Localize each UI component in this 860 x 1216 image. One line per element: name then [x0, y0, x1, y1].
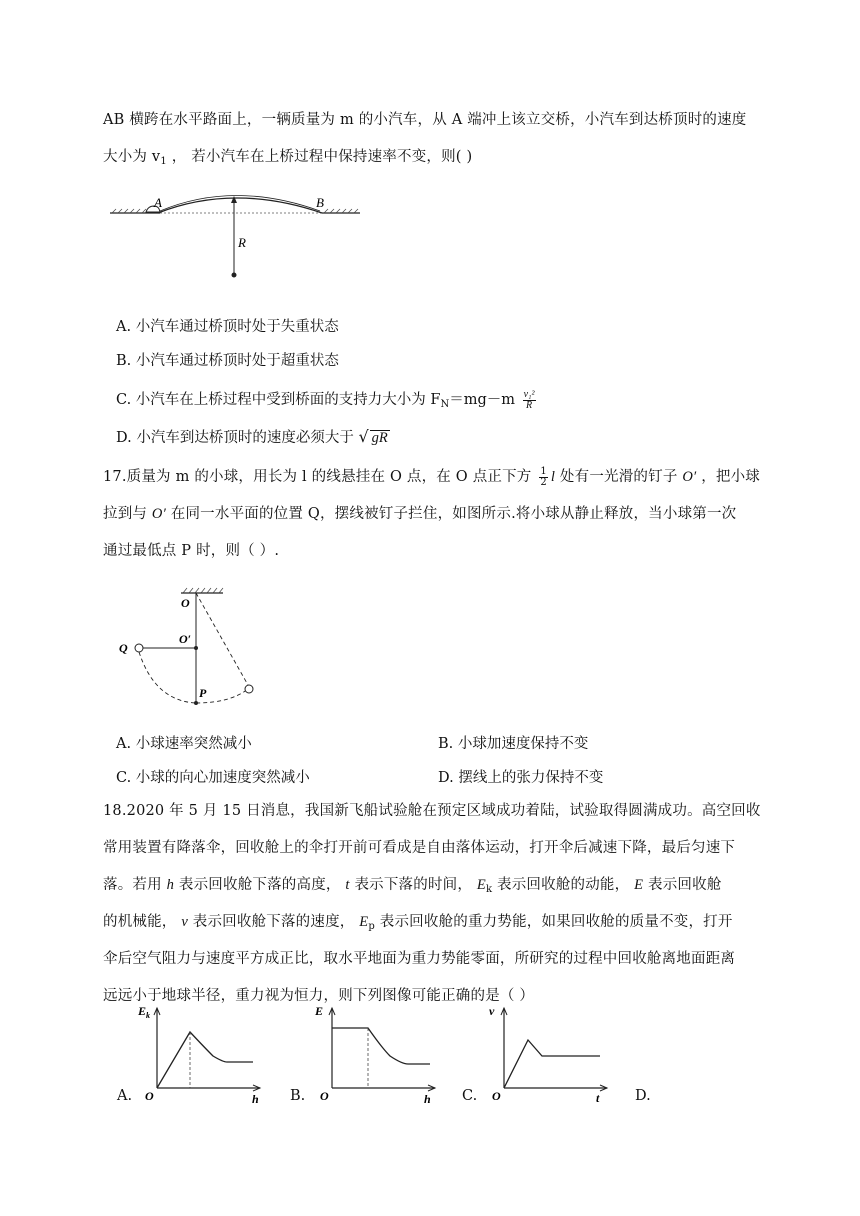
graph-b-xlabel: h: [424, 1092, 431, 1105]
pendulum-label-p: P: [199, 686, 207, 700]
q17-option-a[interactable]: A. 小球速率突然减小: [116, 736, 252, 752]
q18-line1: 18.2020 年 5 月 15 日消息，我国新飞船试验舱在预定区域成功着陆，试验取得圆满成功。高空回收: [103, 803, 761, 819]
q18-option-a[interactable]: A.: [117, 1088, 133, 1104]
q17-line1: 17.质量为 m 的小球，用长为 l 的线悬挂在 O 点，在 O 点正下方 $\frac{1}{2}$ l 处有一光滑的钉子 O′ ，把小球: [103, 465, 761, 488]
q16-stem-line1: AB 横跨在水平路面上，一辆质量为 m 的小汽车，从 A 端冲上该立交桥，小汽车到达桥顶时的速度: [103, 112, 747, 128]
pendulum-label-q: Q: [119, 641, 128, 655]
q18-option-d[interactable]: D.: [635, 1088, 651, 1104]
graph-a-origin: O: [145, 1089, 154, 1103]
graph-c: [482, 1000, 617, 1105]
graph-b: [310, 1000, 445, 1105]
q17-option-b[interactable]: B. 小球加速度保持不变: [438, 736, 589, 752]
q16-option-a[interactable]: A. 小汽车通过桥顶时处于失重状态: [116, 319, 339, 335]
q16-stem-line2: 大小为 $v_1$ ， 若小汽车在上桥过程中保持速率不变，则( ): [103, 149, 473, 167]
q16-option-b[interactable]: B. 小汽车通过桥顶时处于超重状态: [116, 353, 339, 369]
graph-b-ylabel: E: [315, 1004, 324, 1018]
q16-option-c[interactable]: C. 小汽车在上桥过程中受到桥面的支持力大小为 $F_N=mg-m$ $\frac{\text{v₁²}}{R}$: [116, 388, 535, 411]
bridge-label-a: A: [154, 195, 162, 210]
graph-b-origin: O: [320, 1089, 329, 1103]
q18-line4: 的机械能， v 表示回收舱下落的速度， $E_p$ 表示回收舱的重力势能，如果回收舱的质量不变，打开: [103, 914, 733, 932]
graph-c-xlabel: t: [596, 1091, 600, 1105]
graph-c-ylabel: v: [489, 1004, 495, 1018]
q17-option-d[interactable]: D. 摆线上的张力保持不变: [438, 770, 604, 786]
q18-line6: 远远小于地球半径，重力视为恒力，则下列图像可能正确的是（ ）: [103, 988, 535, 1004]
graph-c-origin: O: [492, 1089, 501, 1103]
graph-a-ylabel: $E_k$: [138, 1004, 151, 1020]
bridge-label-b: B: [316, 195, 324, 210]
q17-line3: 通过最低点 P 时，则（ ）.: [103, 543, 280, 559]
q18-option-c[interactable]: C.: [462, 1088, 478, 1104]
pendulum-label-o-prime: O′: [179, 632, 192, 646]
graph-a-xlabel: h: [252, 1092, 259, 1105]
graph-a: [135, 1000, 270, 1105]
q16-option-d[interactable]: D. 小汽车到达桥顶时的速度必须大于 √ gR: [116, 427, 388, 446]
q18-option-b[interactable]: B.: [290, 1088, 306, 1104]
q17-option-c[interactable]: C. 小球的向心加速度突然减小: [116, 770, 310, 786]
pendulum-label-o: O: [181, 596, 190, 610]
bridge-figure: [110, 185, 370, 285]
q18-line3: 落。若用 h 表示回收舱下落的高度， t 表示下落的时间， $E_k$ 表示回收舱的动能， E 表示回收舱: [103, 877, 722, 895]
q18-line2: 常用装置有降落伞，回收舱上的伞打开前可看成是自由落体运动，打开伞后减速下降，最后匀速下: [103, 840, 736, 856]
q18-line5: 伞后空气阻力与速度平方成正比，取水平地面为重力势能零面，所研究的过程中回收舱离地面距离: [103, 951, 736, 967]
q17-line2: 拉到与 O′ 在同一水平面的位置 Q，摆线被钉子拦住，如图所示.将小球从静止释放，当小球第一次: [103, 506, 737, 522]
bridge-label-r: R: [238, 235, 246, 250]
pendulum-figure: [115, 585, 270, 710]
